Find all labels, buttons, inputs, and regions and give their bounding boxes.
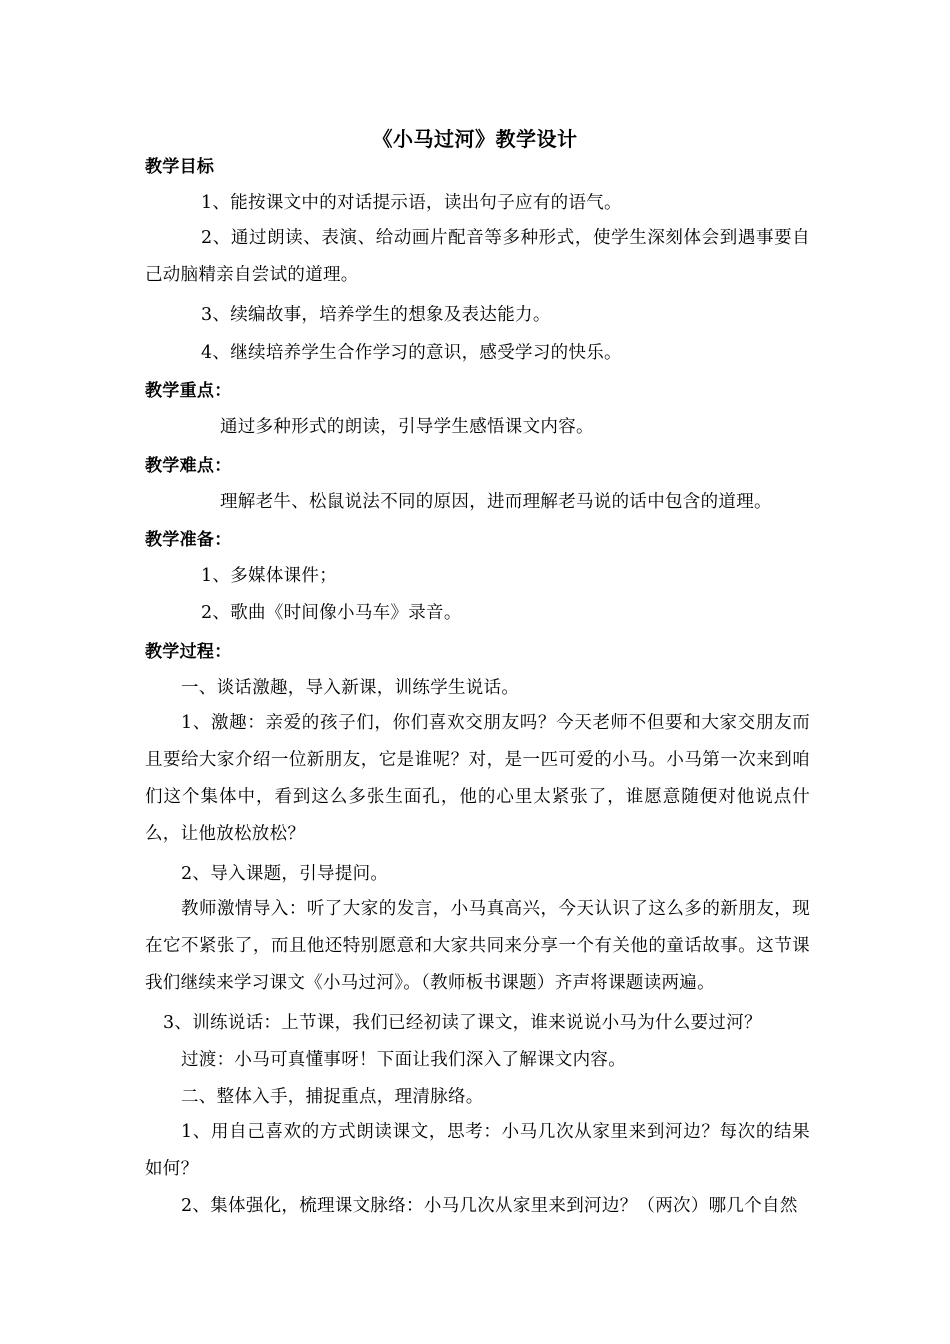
process-section-2: 二、整体入手，捕捉重点，理清脉络。 <box>181 1087 484 1107</box>
process-paragraph: 2、导入课题，引导提问。 <box>181 864 389 884</box>
process-section-1: 一、谈话激趣，导入新课，训练学生说话。 <box>181 678 520 698</box>
difficulty-heading: 教学难点： <box>145 456 232 476</box>
goal-item <box>145 220 810 294</box>
document-title: 《小马过河》教学设计 <box>372 127 578 151</box>
process-paragraph: 3、训练说话：上节课，我们已经初读了课文，谁来说说小马为什么要过河？ <box>163 1013 762 1033</box>
key-point-text: 通过多种形式的朗读，引导学生感悟课文内容。 <box>220 417 594 437</box>
paragraph-text: 2、集体强化，梳理课文脉络：小马几次从家里来到河边？（两次）哪几个自然 <box>181 1196 798 1216</box>
process-paragraph <box>145 705 810 853</box>
process-paragraph <box>145 1188 810 1225</box>
preparation-item: 2、歌曲《时间像小马车》录音。 <box>201 603 462 623</box>
goals-heading: 教学目标 <box>145 157 215 177</box>
goal-item-text: 2、通过朗读、表演、给动画片配音等多种形式，使学生深刻体会到遇事要自己动脑精亲自尝试的道理。 <box>145 228 810 285</box>
paragraph-text: 1、激趣：亲爱的孩子们，你们喜欢交朋友吗？今天老师不但要和大家交朋友而且要给大家介绍一位新朋友，它是谁呢？对，是一匹可爱的小马。小马第一次来到咱们这个集体中，看到这么多张生面孔，他的心里太紧张了，谁愿意随便对他说点什么，让他放松放松？ <box>145 713 810 844</box>
process-heading: 教学过程： <box>145 642 232 662</box>
difficulty-text: 理解老牛、松鼠说法不同的原因，进而理解老马说的话中包含的道理。 <box>220 492 772 512</box>
paragraph-text: 教师激情导入：听了大家的发言，小马真高兴，今天认识了这么多的新朋友，现在它不紧张了，而且他还特别愿意和大家共同来分享一个有关他的童话故事。这节课我们继续来学习课文《小马过河》。（教师板书课题）齐声将课题读两遍。 <box>145 899 810 993</box>
process-paragraph <box>145 891 810 1002</box>
goal-item: 1、能按课文中的对话提示语，读出句子应有的语气。 <box>201 193 622 213</box>
preparation-item: 1、多媒体课件； <box>201 566 338 586</box>
process-paragraph: 过渡：小马可真懂事呀！下面让我们深入了解课文内容。 <box>181 1050 626 1070</box>
key-point-heading: 教学重点： <box>145 381 232 401</box>
goal-item: 3、续编故事，培养学生的想象及表达能力。 <box>201 305 551 325</box>
goal-item: 4、继续培养学生合作学习的意识，感受学习的快乐。 <box>201 343 622 363</box>
process-paragraph <box>145 1114 810 1188</box>
paragraph-text: 1、用自己喜欢的方式朗读课文，思考：小马几次从家里来到河边？每次的结果如何？ <box>145 1122 810 1179</box>
preparation-heading: 教学准备： <box>145 530 232 550</box>
